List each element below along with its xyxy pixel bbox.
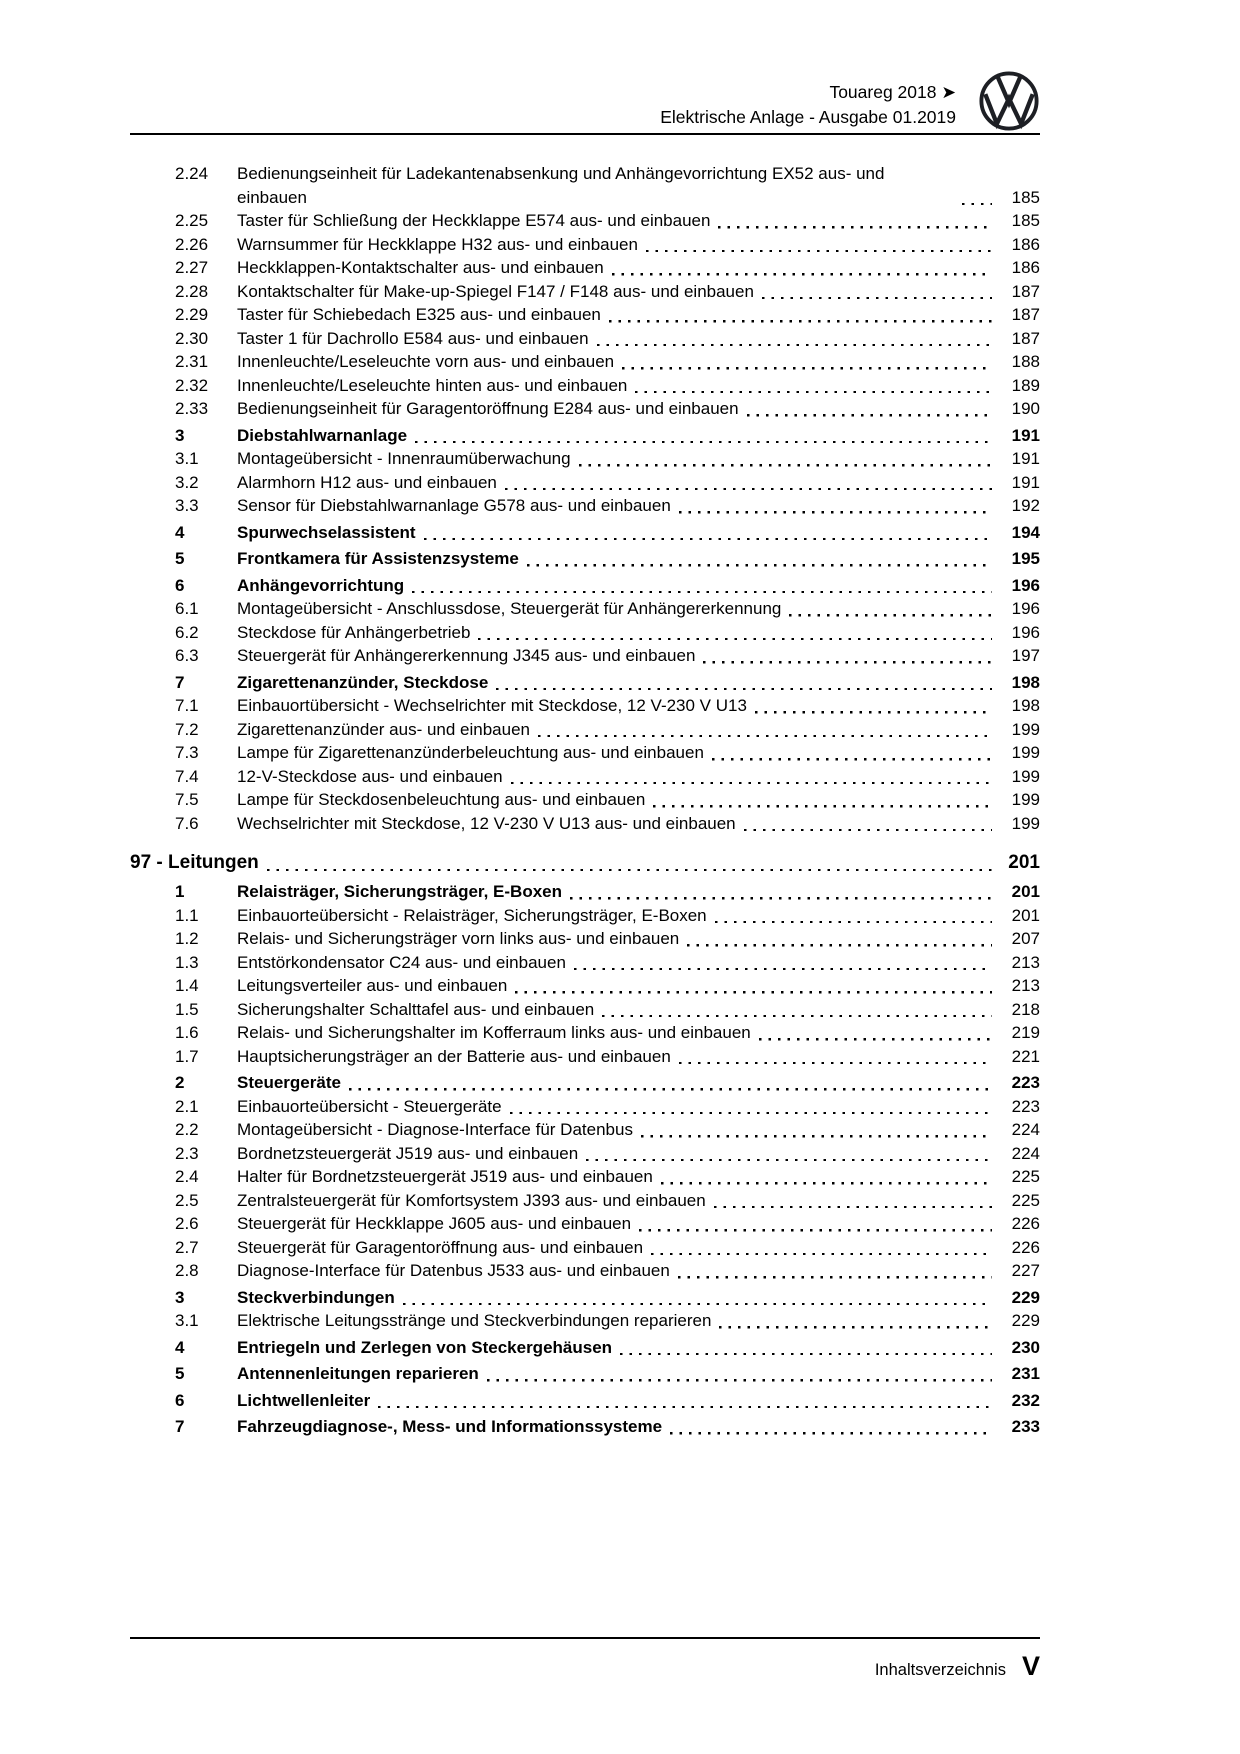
toc-entry	[130, 162, 1040, 209]
toc-entry-title: Innenleuchte/Leseleuchte vorn aus- und einbauen	[237, 352, 615, 371]
toc-entry-number: 1.7	[175, 1046, 199, 1066]
toc-entry-title: Entstörkondensator C24 aus- und einbauen	[237, 952, 566, 972]
toc-entry-page: 195	[1011, 549, 1040, 568]
toc-entry-title: Relais- und Sicherungsträger vorn links aus- und einbauen	[237, 929, 680, 948]
toc-entry-number: 2.26	[175, 234, 209, 254]
toc-entry-page: 229	[1011, 1287, 1040, 1307]
toc-entry-title: Wechselrichter mit Steckdose, 12 V-230 V U13 aus- und einbauen	[237, 813, 736, 833]
toc-entry-page: 223	[1011, 1073, 1040, 1092]
toc-entry	[130, 1095, 1040, 1119]
dot-leader	[349, 1088, 992, 1091]
toc-entry-number: 2.2	[175, 1120, 199, 1139]
toc-entry	[130, 256, 1040, 280]
toc-entry-page: 219	[1011, 1023, 1040, 1042]
toc-entry-number: 3.1	[175, 1311, 199, 1330]
toc-entry	[130, 1362, 1040, 1386]
toc-entry-title: Lichtwellenleiter	[237, 1390, 371, 1410]
dot-leader	[478, 637, 992, 640]
dot-leader	[609, 320, 992, 323]
toc-entry-number: 1.1	[175, 905, 199, 925]
toc-entry	[130, 1259, 1040, 1283]
toc-entry	[130, 1336, 1040, 1360]
dot-leader	[714, 1205, 992, 1208]
dot-leader	[744, 828, 992, 831]
toc-entry-page: 207	[1011, 929, 1040, 948]
toc-entry	[130, 1415, 1040, 1439]
toc-entry-page: 186	[1011, 258, 1040, 277]
toc-entry-title: Kontaktschalter für Make-up-Spiegel F147 / F148 aus- und einbauen	[237, 281, 754, 301]
toc-entry	[130, 471, 1040, 495]
toc-entry	[130, 327, 1040, 351]
toc-entry-page: 189	[1011, 375, 1040, 395]
toc-entry-page: 199	[1011, 790, 1040, 809]
toc-entry-title: Spurwechselassistent	[237, 522, 416, 542]
toc-entry-title: Antennenleitungen reparieren	[237, 1364, 479, 1383]
toc-entry-title: Taster für Schiebedach E325 aus- und einbauen	[237, 305, 601, 324]
toc-entry-number: 6	[175, 575, 185, 595]
toc-entry-page: 187	[1011, 281, 1040, 301]
toc-entry-title: Bedienungseinheit für Garagentoröffnung E284 aus- und einbauen	[237, 399, 739, 418]
dot-leader	[789, 614, 992, 617]
toc-entry-title: Steuergerät für Garagentoröffnung aus- und einbauen	[237, 1237, 644, 1257]
toc-entry	[130, 1309, 1040, 1333]
toc-entry-title: Halter für Bordnetzsteuergerät J519 aus- und einbauen	[237, 1167, 653, 1186]
toc-entry-page: 187	[1011, 305, 1040, 324]
toc-entry	[130, 521, 1040, 545]
dot-leader	[646, 249, 992, 252]
toc-entry-number: 7.1	[175, 696, 199, 715]
toc-entry	[130, 1142, 1040, 1166]
dot-leader	[679, 511, 992, 514]
toc-entry-title: Sicherungshalter Schalttafel aus- und einbauen	[237, 999, 595, 1019]
toc-entry-title: Entriegeln und Zerlegen von Steckergehäusen	[237, 1337, 613, 1357]
toc-entry-number: 2.27	[175, 258, 209, 277]
toc-entry-page: 231	[1011, 1364, 1040, 1383]
toc-entry	[130, 233, 1040, 257]
toc-entry-title: Fahrzeugdiagnose-, Mess- und Informationssysteme	[237, 1417, 663, 1436]
toc-entry-number: 2.6	[175, 1214, 199, 1233]
dot-leader	[718, 226, 992, 229]
dot-leader	[510, 1111, 992, 1114]
toc-entry-number: 1.5	[175, 999, 199, 1019]
toc-entry	[130, 880, 1040, 904]
toc-entry-title: Relais- und Sicherungshalter im Kofferraum links aus- und einbauen	[237, 1023, 751, 1042]
dot-leader	[424, 537, 992, 540]
dot-leader	[759, 1038, 992, 1041]
toc-entry-page: 187	[1011, 328, 1040, 348]
dot-leader	[755, 711, 992, 714]
toc-entry-number: 5	[175, 549, 185, 568]
toc-entry-number: 6.3	[175, 646, 199, 665]
toc-entry	[130, 1118, 1040, 1142]
toc-entry-page: 196	[1011, 599, 1040, 618]
toc-entry-title: Zentralsteuergerät für Komfortsystem J393 aus- und einbauen	[237, 1190, 706, 1210]
toc-entry-page: 218	[1011, 999, 1040, 1019]
dot-leader	[653, 805, 992, 808]
toc-entry-number: 7.5	[175, 790, 199, 809]
toc-entry-page: 194	[1011, 522, 1040, 542]
toc-entry-number: 1.6	[175, 1023, 199, 1042]
dot-leader	[962, 202, 992, 205]
toc-entry-page: 199	[1011, 719, 1040, 739]
toc-entry	[130, 1071, 1040, 1095]
toc-entry	[130, 1165, 1040, 1189]
toc-entry-page: 224	[1011, 1143, 1040, 1163]
dot-leader	[496, 687, 992, 690]
toc-entry	[130, 350, 1040, 374]
toc-entry	[130, 671, 1040, 695]
dot-leader	[678, 1276, 992, 1279]
header-model-line: Touareg 2018 ➤	[829, 82, 956, 102]
toc-entry-page: 191	[1011, 449, 1040, 468]
dot-leader	[661, 1182, 992, 1185]
toc-entry-number: 2.31	[175, 352, 209, 371]
toc-entry-page: 191	[1011, 425, 1040, 445]
dot-leader	[639, 1229, 992, 1232]
toc-entry-title: Taster für Schließung der Heckklappe E574 aus- und einbauen	[237, 211, 711, 230]
toc-entry	[130, 998, 1040, 1022]
toc-entry-title: Innenleuchte/Leseleuchte hinten aus- und einbauen	[237, 375, 628, 395]
toc-entry-title: Steuergerät für Anhängererkennung J345 aus- und einbauen	[237, 646, 696, 665]
vw-logo-icon	[978, 70, 1040, 132]
toc-entry-title: 97 - Leitungen	[130, 852, 259, 873]
toc-entry-page: 190	[1011, 399, 1040, 418]
toc-entry-title: Taster 1 für Dachrollo E584 aus- und einbauen	[237, 328, 589, 348]
toc-entry-page: 226	[1011, 1214, 1040, 1233]
toc-entry-number: 2.32	[175, 375, 209, 395]
toc-entry-number: 1.3	[175, 952, 199, 972]
dot-leader	[597, 343, 992, 346]
toc-entry-page: 196	[1011, 622, 1040, 642]
toc-entry-page: 192	[1011, 496, 1040, 515]
dot-leader	[505, 487, 992, 490]
toc-entry-title: Diagnose-Interface für Datenbus J533 aus- und einbauen	[237, 1261, 670, 1280]
toc-entry-title: Frontkamera für Assistenzsysteme	[237, 549, 519, 568]
dot-leader	[703, 661, 992, 664]
toc-entry	[130, 765, 1040, 789]
dot-leader	[403, 1302, 992, 1305]
toc-entry-title: Elektrische Leitungsstränge und Steckverbindungen reparieren	[237, 1311, 712, 1330]
toc-entry-title: Einbauortübersicht - Wechselrichter mit Steckdose, 12 V-230 V U13	[237, 696, 747, 715]
toc-entry-number: 2.30	[175, 328, 209, 348]
toc-entry-page: 196	[1011, 575, 1040, 595]
toc-entry-number: 1	[175, 882, 185, 901]
toc-entry	[130, 621, 1040, 645]
toc-entry-title: Heckklappen-Kontaktschalter aus- und einbauen	[237, 258, 604, 277]
toc-entry-page: 198	[1011, 672, 1040, 692]
dot-leader	[747, 414, 992, 417]
toc-entry	[130, 1189, 1040, 1213]
dot-leader	[378, 1405, 992, 1408]
toc-entry-number: 2.33	[175, 399, 209, 418]
header-divider	[130, 133, 1040, 135]
toc-entry-page: 199	[1011, 766, 1040, 786]
toc-entry-title: Montageübersicht - Diagnose-Interface für Datenbus	[237, 1120, 633, 1139]
toc-entry-number: 2.5	[175, 1190, 199, 1210]
toc-entry-page: 188	[1011, 352, 1040, 371]
toc-entry-number: 6.1	[175, 599, 199, 618]
toc-entry-title: Warnsummer für Heckklappe H32 aus- und einbauen	[237, 234, 638, 254]
toc-entry-number: 5	[175, 1364, 185, 1383]
toc-entry-page: 230	[1011, 1337, 1040, 1357]
toc-entry-number: 7.3	[175, 743, 199, 762]
toc-entry-number: 3	[175, 425, 185, 445]
dot-leader	[602, 1014, 992, 1017]
toc-entry-page: 229	[1011, 1311, 1040, 1330]
toc-entry-number: 7.6	[175, 813, 199, 833]
toc-entry-page: 213	[1011, 952, 1040, 972]
toc-entry	[130, 1286, 1040, 1310]
toc-entry-title: Hauptsicherungsträger an der Batterie aus- und einbauen	[237, 1046, 671, 1066]
dot-leader	[487, 1379, 992, 1382]
toc-entry	[130, 397, 1040, 421]
toc-entry-number: 2.8	[175, 1261, 199, 1280]
toc-entry-number: 3	[175, 1287, 185, 1307]
toc-entry-number: 3.3	[175, 496, 199, 515]
toc-entry	[130, 574, 1040, 598]
toc-entry	[130, 812, 1040, 836]
toc-entry	[130, 904, 1040, 928]
toc-list	[130, 162, 1040, 1439]
footer-label: Inhaltsverzeichnis	[874, 1661, 1006, 1679]
toc-entry	[130, 1236, 1040, 1260]
toc-entry-title: Steckverbindungen	[237, 1287, 395, 1307]
toc-entry-page: 199	[1011, 813, 1040, 833]
toc-entry	[130, 547, 1040, 571]
dot-leader	[527, 564, 992, 567]
dot-leader	[719, 1326, 992, 1329]
dot-leader	[579, 464, 992, 467]
toc-entry-page: 233	[1011, 1417, 1040, 1436]
header-title-block	[660, 80, 956, 130]
toc-entry-page: 225	[1011, 1167, 1040, 1186]
toc-entry-page: 198	[1011, 696, 1040, 715]
toc-entry-number: 2.25	[175, 211, 209, 230]
dot-leader	[670, 1432, 992, 1435]
page-footer	[130, 1637, 1040, 1682]
dot-leader	[415, 440, 992, 443]
toc-entry-title: Leitungsverteiler aus- und einbauen	[237, 976, 508, 995]
toc-entry-page: 191	[1011, 472, 1040, 492]
toc-entry	[130, 718, 1040, 742]
toc-entry-number: 1.4	[175, 976, 199, 995]
toc-entry	[130, 850, 1040, 876]
toc-entry-page: 197	[1011, 646, 1040, 665]
toc-entry-number: 7	[175, 672, 185, 692]
toc-entry-page: 224	[1011, 1120, 1040, 1139]
toc-entry-title: Einbauorteübersicht - Steuergeräte	[237, 1096, 502, 1116]
toc-entry-number: 7	[175, 1417, 185, 1436]
toc-entry	[130, 927, 1040, 951]
toc-entry-page: 201	[1011, 882, 1040, 901]
toc-entry	[130, 644, 1040, 668]
toc-entry-page: 225	[1011, 1190, 1040, 1210]
toc-entry-title: Zigarettenanzünder, Steckdose	[237, 672, 489, 692]
toc-entry-page: 201	[1008, 852, 1040, 873]
toc-entry	[130, 951, 1040, 975]
dot-leader	[538, 734, 992, 737]
toc-entry-title: Lampe für Zigarettenanzünderbeleuchtung aus- und einbauen	[237, 743, 704, 762]
toc-entry-number: 3.2	[175, 472, 199, 492]
toc-entry	[130, 280, 1040, 304]
toc-entry	[130, 494, 1040, 518]
toc-entry-page: 226	[1011, 1237, 1040, 1257]
dot-leader	[679, 1061, 992, 1064]
toc-entry-title: Bedienungseinheit für Ladekantenabsenkung und Anhängevorrichtung EX52 aus- und einbauen	[237, 164, 885, 207]
toc-entry-number: 4	[175, 522, 185, 542]
toc-entry-title: Alarmhorn H12 aus- und einbauen	[237, 472, 497, 492]
dot-leader	[620, 1352, 992, 1355]
toc-entry-number: 7.2	[175, 719, 199, 739]
toc-entry	[130, 303, 1040, 327]
dot-leader	[586, 1158, 992, 1161]
dot-leader	[267, 868, 992, 871]
dot-leader	[511, 781, 992, 784]
toc-entry-number: 2.1	[175, 1096, 199, 1116]
toc-entry-page: 213	[1011, 976, 1040, 995]
toc-entry-page: 199	[1011, 743, 1040, 762]
toc-entry-title: Diebstahlwarnanlage	[237, 425, 408, 445]
dot-leader	[687, 944, 992, 947]
toc-entry	[130, 1389, 1040, 1413]
toc-entry-number: 6	[175, 1390, 185, 1410]
dot-leader	[762, 296, 992, 299]
toc-entry	[130, 788, 1040, 812]
dot-leader	[715, 920, 992, 923]
toc-entry	[130, 374, 1040, 398]
dot-leader	[574, 967, 992, 970]
toc-entry-title: Bordnetzsteuergerät J519 aus- und einbauen	[237, 1143, 579, 1163]
dot-leader	[412, 590, 992, 593]
toc-entry-number: 7.4	[175, 766, 199, 786]
toc-entry-page: 223	[1011, 1096, 1040, 1116]
toc-entry-number: 2.3	[175, 1143, 199, 1163]
toc-entry-page: 221	[1011, 1046, 1040, 1066]
footer-page-number: V	[1021, 1651, 1040, 1681]
toc-entry-page: 232	[1011, 1390, 1040, 1410]
toc-entry	[130, 1045, 1040, 1069]
toc-entry-number: 2.24	[175, 164, 209, 183]
dot-leader	[635, 390, 992, 393]
toc-entry-number: 2.7	[175, 1237, 199, 1257]
toc-entry-title: 12-V-Steckdose aus- und einbauen	[237, 766, 503, 786]
dot-leader	[515, 991, 992, 994]
dot-leader	[651, 1252, 992, 1255]
toc-entry-page: 227	[1011, 1261, 1040, 1280]
toc-entry	[130, 1021, 1040, 1045]
toc-entry	[130, 424, 1040, 448]
toc-entry-number: 2.4	[175, 1167, 199, 1186]
toc-entry	[130, 694, 1040, 718]
toc-entry-title: Montageübersicht - Innenraumüberwachung	[237, 449, 571, 468]
dot-leader	[641, 1135, 992, 1138]
toc-entry-page: 185	[1011, 211, 1040, 230]
toc-entry-title: Steckdose für Anhängerbetrieb	[237, 622, 471, 642]
toc-entry-number: 2.29	[175, 305, 209, 324]
toc-entry-number: 2.28	[175, 281, 209, 301]
toc-entry-page: 201	[1011, 905, 1040, 925]
toc-entry	[130, 974, 1040, 998]
toc-entry	[130, 741, 1040, 765]
toc-entry	[130, 597, 1040, 621]
toc-entry-page: 185	[1011, 187, 1040, 207]
dot-leader	[712, 758, 992, 761]
toc-entry-number: 2	[175, 1073, 185, 1092]
toc-entry	[130, 1212, 1040, 1236]
toc-entry-title: Lampe für Steckdosenbeleuchtung aus- und einbauen	[237, 790, 646, 809]
toc-entry-title: Relaisträger, Sicherungsträger, E-Boxen	[237, 882, 563, 901]
toc-entry-title: Steuergerät für Heckklappe J605 aus- und einbauen	[237, 1214, 632, 1233]
toc-entry-number: 3.1	[175, 449, 199, 468]
toc-entry-title: Steuergeräte	[237, 1073, 341, 1092]
toc-entry-title: Zigarettenanzünder aus- und einbauen	[237, 719, 530, 739]
toc-entry-title: Einbauorteübersicht - Relaisträger, Sicherungsträger, E-Boxen	[237, 905, 707, 925]
toc-entry-number: 4	[175, 1337, 185, 1357]
toc-entry-title: Montageübersicht - Anschlussdose, Steuergerät für Anhängererkennung	[237, 599, 782, 618]
dot-leader	[622, 367, 992, 370]
toc-entry-number: 1.2	[175, 929, 199, 948]
dot-leader	[612, 273, 992, 276]
dot-leader	[570, 897, 992, 900]
toc-entry	[130, 447, 1040, 471]
header-subtitle-line: Elektrische Anlage - Ausgabe 01.2019	[660, 107, 956, 127]
toc-entry	[130, 209, 1040, 233]
toc-entry-number: 6.2	[175, 622, 199, 642]
page-header	[130, 0, 1040, 140]
toc-entry-title: Sensor für Diebstahlwarnanlage G578 aus- und einbauen	[237, 496, 671, 515]
toc-entry-page: 186	[1011, 234, 1040, 254]
toc-entry-title: Anhängevorrichtung	[237, 575, 405, 595]
